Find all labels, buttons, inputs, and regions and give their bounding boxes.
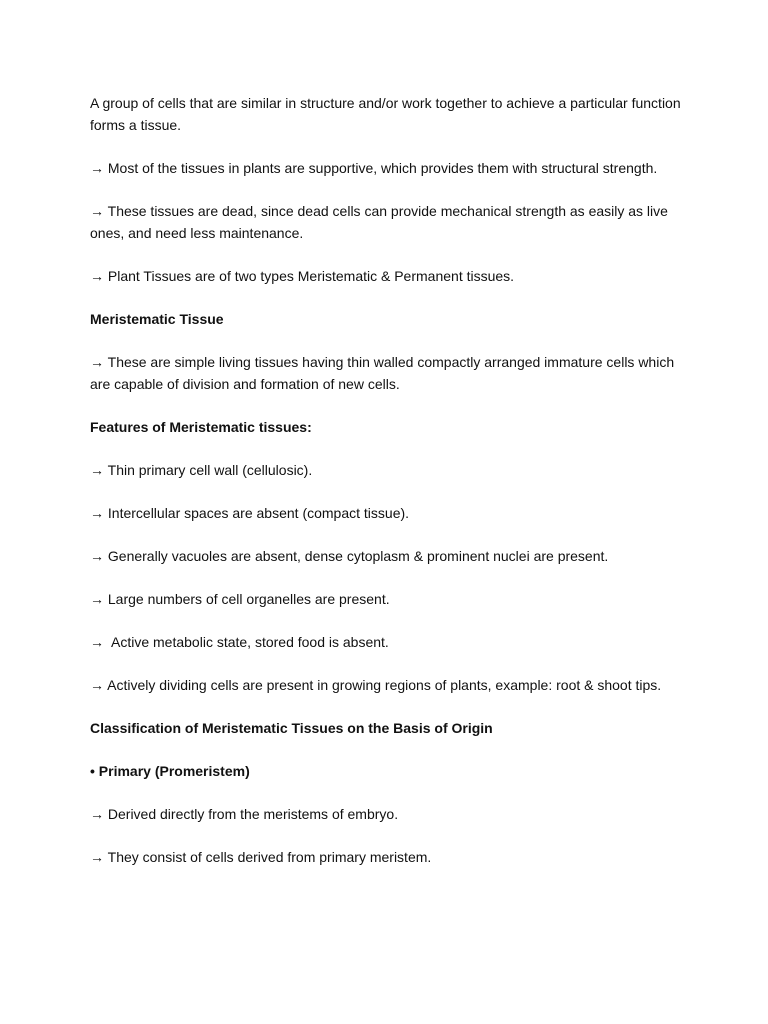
heading-features: Features of Meristematic tissues: (90, 419, 312, 435)
heading-classification: Classification of Meristematic Tissues on the Basis of Origin (90, 720, 493, 736)
primary-consist: → They consist of cells derived from primary meristem. (90, 849, 432, 865)
feature-vacuoles: → Generally vacuoles are absent, dense cytoplasm & prominent nuclei are present. (90, 548, 609, 564)
bullet-simple-living: → These are simple living tissues having thin walled compactly arranged immature cells which are capable of division and formation of new cells. (90, 354, 679, 392)
bullet-dead-tissues: → These tissues are dead, since dead cells can provide mechanical strength as easily as live ones, and need less maintenance. (90, 203, 672, 241)
feature-metabolic: → Active metabolic state, stored food is absent. (90, 634, 389, 650)
subheading-primary: • Primary (Promeristem) (90, 763, 250, 779)
bullet-two-types: → Plant Tissues are of two types Meristematic & Permanent tissues. (90, 268, 515, 284)
feature-organelles: → Large numbers of cell organelles are present. (90, 591, 390, 607)
feature-intercellular: → Intercellular spaces are absent (compact tissue). (90, 505, 410, 521)
primary-derived: → Derived directly from the meristems of embryo. (90, 806, 399, 822)
feature-dividing: → Actively dividing cells are present in growing regions of plants, example: root & shoot tips. (90, 677, 662, 693)
intro-paragraph: A group of cells that are similar in structure and/or work together to achieve a particular function forms a tissue. (90, 95, 685, 133)
heading-meristematic-tissue: Meristematic Tissue (90, 311, 224, 327)
document-page (90, 92, 690, 889)
bullet-supportive: → Most of the tissues in plants are supportive, which provides them with structural strength. (90, 160, 658, 176)
feature-cell-wall: → Thin primary cell wall (cellulosic). (90, 462, 313, 478)
